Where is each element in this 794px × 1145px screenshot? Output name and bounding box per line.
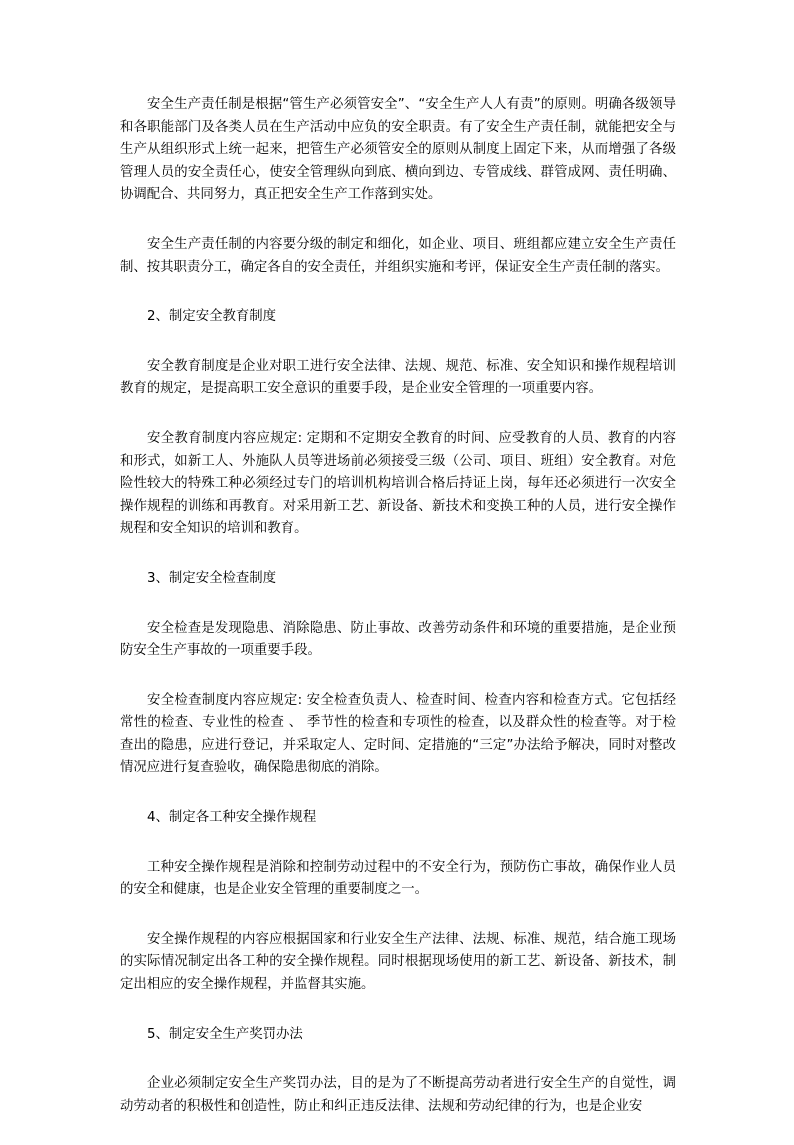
paragraph-education-content: 安全教育制度内容应规定: 定期和不定期安全教育的时间、应受教育的人员、教育的内容和形式，如新工人、外施队人员等进场前必须接受三级（公司、项目、班组）安全教育。对危险性较大的特殊工种必须经过专门的培训机构培训合格后持证上岗，每年还必须进行一次安全操作规程的训练和再教育。对采用新工艺、新设备、新技术和变换工种的人员，进行安全操作规程和安全知识的培训和教育。 [120,430,676,537]
heading-safety-inspection: 3、制定安全检查制度 [147,570,277,586]
paragraph-education-system: 安全教育制度是企业对职工进行安全法律、法规、规范、标准、安全知识和操作规程培训教育的规定，是提高职工安全意识的重要手段，是企业安全管理的一项重要内容。 [120,358,676,397]
paragraph-procedures-content: 安全操作规程的内容应根据国家和行业安全生产法律、法规、标准、规范，结合施工现场的实际情况制定出各工种的安全操作规程。同时根据现场使用的新工艺、新设备、新技术，制定出相应的安全操作规程，并监督其实施。 [120,931,676,993]
document-body [120,94,676,1145]
heading-rewards-penalties: 5、制定安全生产奖罚办法 [147,1026,303,1042]
paragraph-procedures-purpose: 工种安全操作规程是消除和控制劳动过程中的不安全行为，预防伤亡事故，确保作业人员的安全和健康，也是企业安全管理的重要制度之一。 [120,859,676,898]
paragraph-rewards-penalties: 企业必须制定安全生产奖罚办法，目的是为了不断提高劳动者进行安全生产的自觉性，调动劳动者的积极性和创造性，防止和纠正违反法律、法规和劳动纪律的行为，也是企业安 [120,1076,676,1114]
paragraph-inspection-content: 安全检查制度内容应规定: 安全检查负责人、检查时间、检查内容和检查方式。它包括经常性的检查、专业性的检查 、 季节性的检查和专项性的检查，以及群众性的检查等。对于检查出的隐患，应进行登记，并采取定人、定时间、定措施的“三定”办法给予解决，同时对整改情况应进行复查验收，确保隐患彻底的消除。 [120,692,676,776]
paragraph-responsibility-content: 安全生产责任制的内容要分级的制定和细化，如企业、项目、班组都应建立安全生产责任制、按其职责分工，确定各自的安全责任，并组织实施和考评，保证安全生产责任制的落实。 [120,236,676,275]
heading-safety-education: 2、制定安全教育制度 [147,309,277,325]
heading-operating-procedures: 4、制定各工种安全操作规程 [147,810,317,826]
paragraph-inspection-purpose: 安全检查是发现隐患、消除隐患、防止事故、改善劳动条件和环境的重要措施，是企业预防安全生产事故的一项重要手段。 [120,620,676,659]
paragraph-responsibility-system: 安全生产责任制是根据“管生产必须管安全”、“安全生产人人有责”的原则。明确各级领导和各职能部门及各类人员在生产活动中应负的安全职责。有了安全生产责任制，就能把安全与生产从组织形式上统一起来，把管生产必须管安全的原则从制度上固定下来，从而增强了各级管理人员的安全责任心，使安全管理纵向到底、横向到边、专管成线、群管成网、责任明确、协调配合、共同努力，真正把安全生产工作落到实处。 [120,97,676,203]
